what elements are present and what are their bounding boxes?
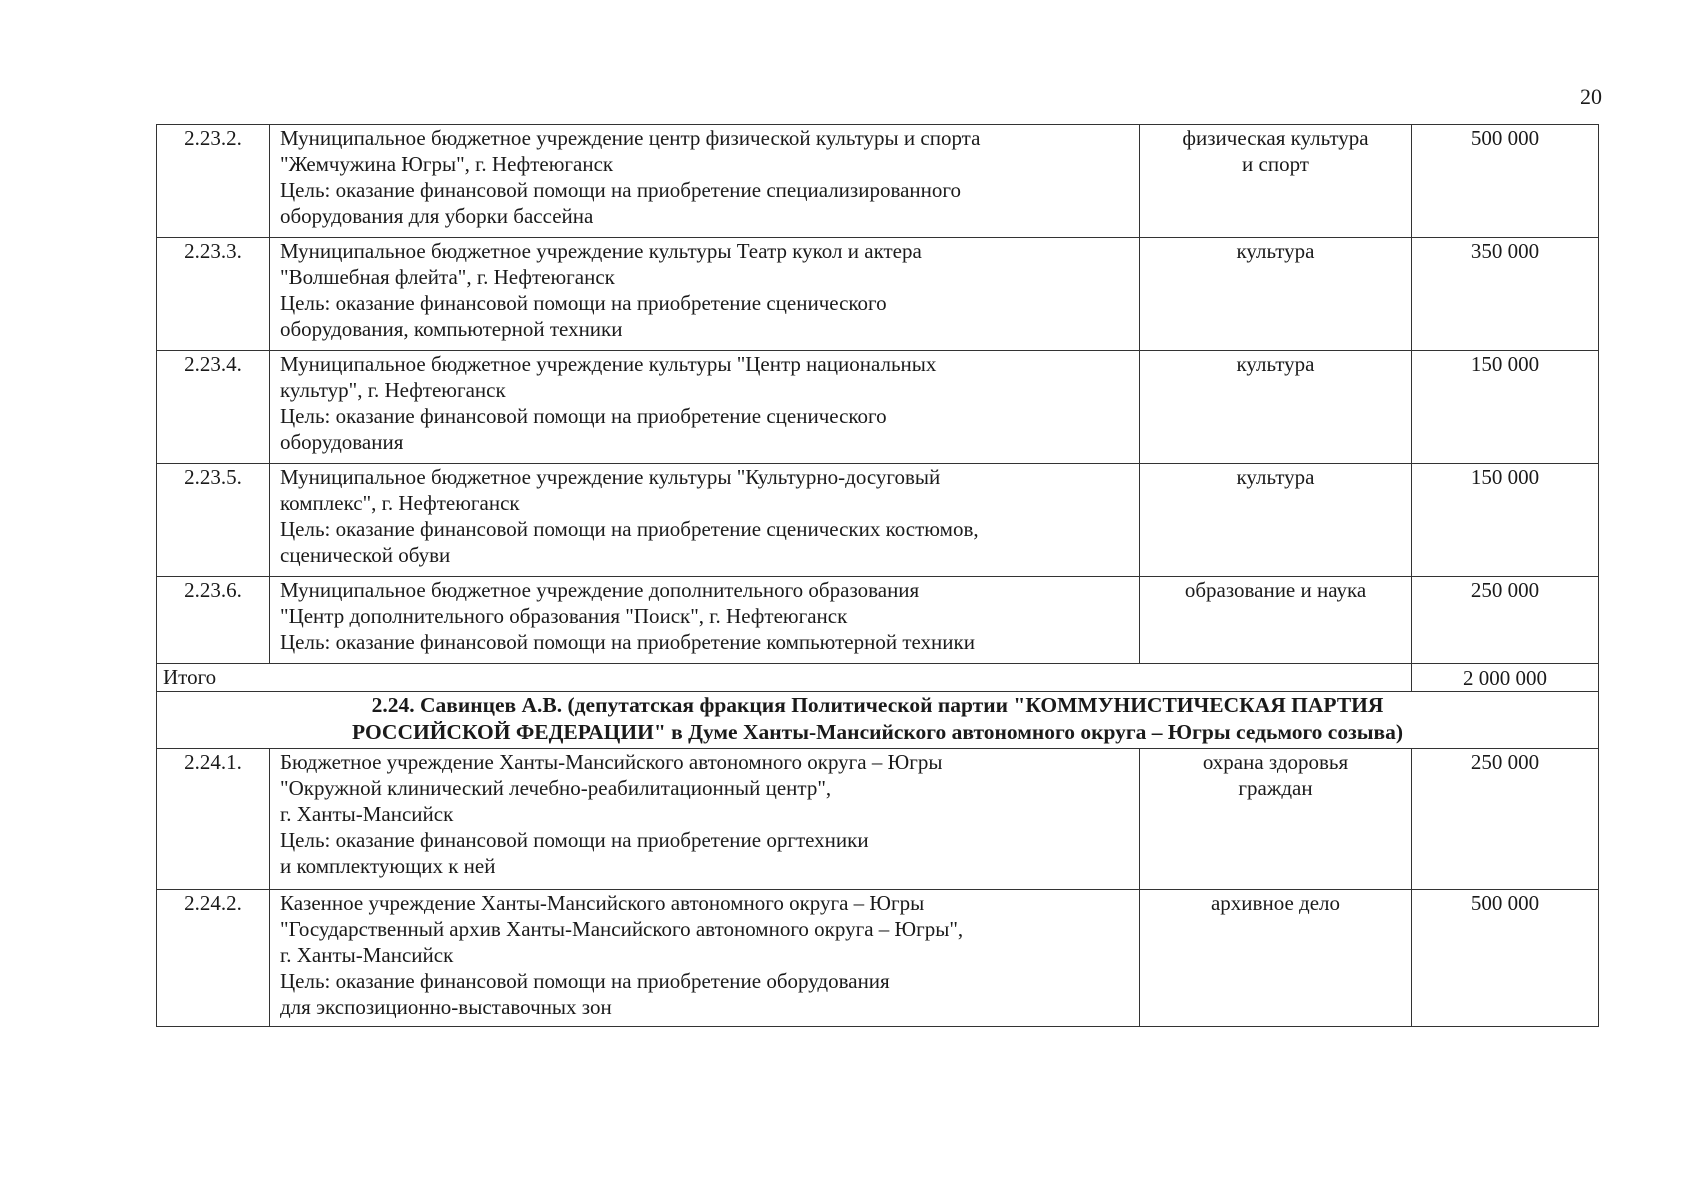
table-row <box>157 351 1599 464</box>
description-line: Казенное учреждение Ханты-Мансийского автономного округа – Югры <box>280 891 925 915</box>
row-amount: 150 000 <box>1412 351 1599 464</box>
description-line: "Центр дополнительного образования "Поиск", г. Нефтеюганск <box>280 604 848 628</box>
row-amount: 500 000 <box>1412 125 1599 238</box>
description-line: Цель: оказание финансовой помощи на приобретение сценического <box>280 404 887 428</box>
total-row <box>157 664 1599 692</box>
area-line: образование и наука <box>1184 578 1367 602</box>
description-line: Муниципальное бюджетное учреждение культуры "Культурно-досуговый <box>280 465 941 489</box>
row-amount: 150 000 <box>1412 464 1599 577</box>
description-line: для экспозиционно-выставочных зон <box>280 995 612 1019</box>
row-area <box>1140 238 1412 351</box>
row-number: 2.23.2. <box>157 125 270 238</box>
row-number: 2.23.4. <box>157 351 270 464</box>
description-line: Цель: оказание финансовой помощи на приобретение сценического <box>280 291 887 315</box>
description-line: Цель: оказание финансовой помощи на приобретение оргтехники <box>280 828 869 852</box>
description-line: оборудования, компьютерной техники <box>280 317 623 341</box>
row-area <box>1140 577 1412 664</box>
description-line: г. Ханты-Мансийск <box>280 802 454 826</box>
row-amount: 500 000 <box>1412 890 1599 1027</box>
area-line: физическая культура <box>1182 126 1369 150</box>
description-line: оборудования для уборки бассейна <box>280 204 594 228</box>
description-line: Бюджетное учреждение Ханты-Мансийского автономного округа – Югры <box>280 750 943 774</box>
row-description <box>270 577 1140 664</box>
row-area <box>1140 749 1412 890</box>
page-number: 20 <box>1580 84 1602 109</box>
row-description <box>270 749 1140 890</box>
row-description <box>270 125 1140 238</box>
area-line: архивное дело <box>1210 891 1341 915</box>
row-description <box>270 890 1140 1027</box>
description-line: "Волшебная флейта", г. Нефтеюганск <box>280 265 615 289</box>
row-number: 2.24.2. <box>157 890 270 1027</box>
row-description <box>270 351 1140 464</box>
description-line: культур", г. Нефтеюганск <box>280 378 506 402</box>
table-row <box>157 749 1599 890</box>
table-row <box>157 890 1599 1027</box>
description-line: Цель: оказание финансовой помощи на приобретение компьютерной техники <box>280 630 975 654</box>
row-amount: 250 000 <box>1412 577 1599 664</box>
description-line: Цель: оказание финансовой помощи на приобретение оборудования <box>280 969 890 993</box>
description-line: Муниципальное бюджетное учреждение центр физической культуры и спорта <box>280 126 981 150</box>
description-line: Цель: оказание финансовой помощи на приобретение сценических костюмов, <box>280 517 979 541</box>
description-line: оборудования <box>280 430 404 454</box>
row-amount: 250 000 <box>1412 749 1599 890</box>
section-header-row <box>157 692 1599 749</box>
section-heading-line: РОССИЙСКОЙ ФЕДЕРАЦИИ" в Думе Ханты-Мансийского автономного округа – Югры седьмого созыва) <box>351 720 1404 744</box>
row-number: 2.23.5. <box>157 464 270 577</box>
table-row <box>157 464 1599 577</box>
description-line: г. Ханты-Мансийск <box>280 943 454 967</box>
description-line: сценической обуви <box>280 543 451 567</box>
description-line: Муниципальное бюджетное учреждение культуры "Центр национальных <box>280 352 937 376</box>
row-number: 2.23.3. <box>157 238 270 351</box>
row-description <box>270 238 1140 351</box>
row-description <box>270 464 1140 577</box>
description-line: комплекс", г. Нефтеюганск <box>280 491 520 515</box>
area-line: и спорт <box>1242 152 1309 176</box>
row-area <box>1140 890 1412 1027</box>
description-line: Цель: оказание финансовой помощи на приобретение специализированного <box>280 178 961 202</box>
description-line: и комплектующих к ней <box>280 854 496 878</box>
area-line: охрана здоровья <box>1202 750 1349 774</box>
area-line: культура <box>1236 352 1315 376</box>
table-row <box>157 238 1599 351</box>
row-area <box>1140 464 1412 577</box>
area-line: граждан <box>1238 776 1313 800</box>
table-row <box>157 577 1599 664</box>
description-line: Муниципальное бюджетное учреждение дополнительного образования <box>280 578 920 602</box>
table-row <box>157 125 1599 238</box>
total-amount: 2 000 000 <box>1412 664 1599 692</box>
area-line: культура <box>1236 239 1315 263</box>
row-number: 2.24.1. <box>157 749 270 890</box>
row-amount: 350 000 <box>1412 238 1599 351</box>
grants-table <box>156 124 1599 1027</box>
description-line: "Окружной клинический лечебно-реабилитационный центр", <box>280 776 832 800</box>
row-area <box>1140 351 1412 464</box>
description-line: Муниципальное бюджетное учреждение культуры Театр кукол и актера <box>280 239 922 263</box>
total-label: Итого <box>157 664 1412 692</box>
area-line: культура <box>1236 465 1315 489</box>
row-number: 2.23.6. <box>157 577 270 664</box>
row-area <box>1140 125 1412 238</box>
description-line: "Жемчужина Югры", г. Нефтеюганск <box>280 152 614 176</box>
description-line: "Государственный архив Ханты-Мансийского автономного округа – Югры", <box>280 917 964 941</box>
section-heading-line: 2.24. Савинцев А.В. (депутатская фракция Политической партии "КОММУНИСТИЧЕСКАЯ ПАРТИЯ <box>371 693 1384 717</box>
section-heading <box>157 692 1599 749</box>
